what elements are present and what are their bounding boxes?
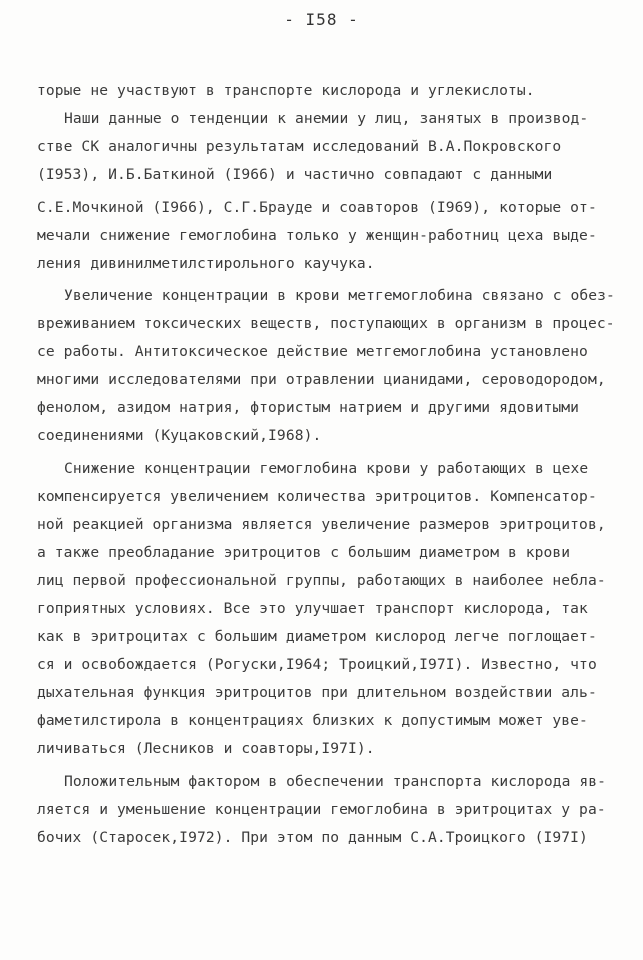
text-line: компенсируется увеличением количества эритроцитов. Компенсатор- [37, 488, 597, 505]
text-line: Снижение концентрации гемоглобина крови у работающих в цехе [64, 460, 589, 477]
text-line: торые не участвуют в транспорте кислорода и углекислоты. [37, 82, 535, 99]
text-line: ляется и уменьшение концентрации гемоглобина в эритроцитах у ра- [37, 801, 606, 818]
text-line: а также преобладание эритроцитов с большим диаметром в крови [37, 544, 571, 561]
text-line: дыхательная функция эритроцитов при длительном воздействии аль- [37, 684, 597, 701]
text-line: ления дивинилметилстирольного каучука. [37, 255, 375, 272]
text-line: бочих (Старосек,I972). При этом по данным С.А.Троицкого (I97I) [37, 829, 588, 846]
text-line: се работы. Антитоксическое действие метгемоглобина установлено [37, 343, 588, 360]
text-line: лиц первой профессиональной группы, работающих в наиболее небла- [37, 572, 606, 589]
text-line: мечали снижение гемоглобина только у женщин-работниц цеха выде- [37, 227, 597, 244]
text-line: гоприятных условиях. Все это улучшает транспорт кислорода, так [37, 600, 588, 617]
text-line: ся и освобождается (Рогуски,I964; Троицкий,I97I). Известно, что [37, 656, 597, 673]
text-line: личиваться (Лесников и соавторы,I97I). [37, 740, 375, 757]
text-line: Наши данные о тенденции к анемии у лиц, занятых в производ- [64, 110, 589, 127]
text-line: Увеличение концентрации в крови метгемоглобина связано с обез- [64, 287, 615, 304]
text-line: Положительным фактором в обеспечении транспорта кислорода яв- [64, 773, 607, 790]
text-line: соединениями (Куцаковский,I968). [37, 427, 322, 444]
text-line: как в эритроцитах с большим диаметром кислород легче поглощает- [37, 628, 597, 645]
text-line: С.Е.Мочкиной (I966), С.Г.Брауде и соавторов (I969), которые от- [37, 199, 597, 216]
text-line: стве СК аналогичны результатам исследований В.А.Покровского [37, 138, 562, 155]
text-line: многими исследователями при отравлении цианидами, сероводородом, [37, 371, 606, 388]
page-number: - I58 - [284, 10, 359, 29]
text-line: вреживанием токсических веществ, поступающих в организм в процес- [37, 315, 615, 332]
text-line: фаметилстирола в концентрациях близких к допустимым может уве- [37, 712, 588, 729]
text-line: ной реакцией организма является увеличение размеров эритроцитов, [37, 516, 606, 533]
text-line: фенолом, азидом натрия, фтористым натрием и другими ядовитыми [37, 399, 580, 416]
text-line: (I953), И.Б.Баткиной (I966) и частично совпадают с данными [37, 166, 553, 183]
